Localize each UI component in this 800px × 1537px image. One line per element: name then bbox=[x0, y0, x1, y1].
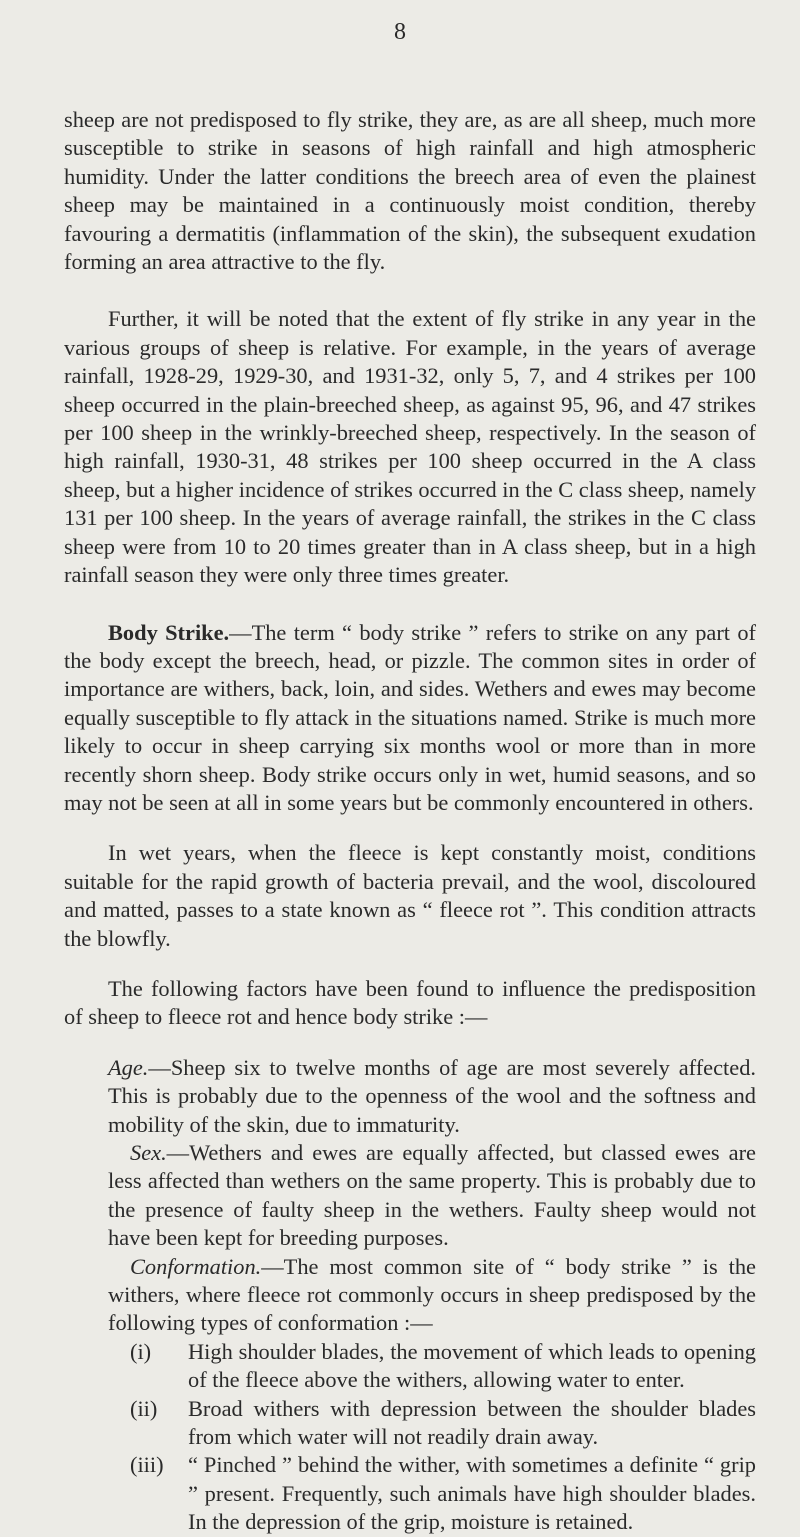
list-item-number: (iii) bbox=[130, 1452, 164, 1478]
paragraph-continuation: sheep are not predisposed to fly strike, they are, as are all sheep, much more susceptible to strike in seasons of high rainfall and high atmospheric humidity. Under the latter conditions the breech area of even the plainest sheep may be maintained in a continuously moist condition, thereby favouring a dermatitis (inflammation of the skin), the subsequent exudation forming an area attractive to the fly. bbox=[64, 107, 756, 275]
page-number: 8 bbox=[394, 19, 406, 45]
factor-text: —The most common site of “ body strike ” is the withers, where fleece rot commonly occurs in sheep predisposed by the following types of conformation :— bbox=[108, 1253, 756, 1336]
section-heading-body-strike: Body Strike. bbox=[108, 619, 230, 645]
factor-text: —Sheep six to twelve months of age are most severely affected. This is probably due to the openness of the wool and the softness and mobility of the skin, due to immaturity. bbox=[108, 1054, 756, 1137]
factor-term: Conformation. bbox=[130, 1253, 262, 1279]
list-item-text: High shoulder blades, the movement of which leads to opening of the fleece above the withers, allowing water to enter. bbox=[188, 1338, 756, 1393]
list-item-text: “ Pinched ” behind the wither, with sometimes a definite “ grip ” present. Frequently, such animals have high shoulder blades. In the depression of the grip, moisture is retained. bbox=[188, 1452, 756, 1535]
paragraph-relative-extent: Further, it will be noted that the extent of fly strike in any year in the various groups of sheep is relative. For example, in the years of average rainfall, 1928-29, 1929-30, and 1931-32, only 5, 7, and 4 strikes per 100 sheep occurred in the plain-breeched sheep, as against 95, 96, and 47 strikes per 100 sheep in the wrinkly-breeched sheep, respectively. In the season of high rainfall, 1930-31, 48 strikes per 100 sheep occurred in the A class sheep, but a higher incidence of strikes occurred in the C class sheep, namely 131 per 100 sheep. In the years of average rainfall, the strikes in the C class sheep were from 10 to 20 times greater than in A class sheep, but in a high rainfall season they were only three times greater. bbox=[64, 306, 757, 588]
page-content bbox=[64, 106, 756, 1537]
factor-conformation bbox=[108, 1253, 756, 1338]
paragraph-fleece-rot: In wet years, when the fleece is kept constantly moist, conditions suitable for the rapid growth of bacteria prevail, and the wool, discoloured and matted, passes to a state known as “ fleece rot ”. This condition attracts the blowfly. bbox=[64, 840, 756, 951]
factor-sex bbox=[108, 1139, 756, 1253]
factor-age bbox=[108, 1054, 756, 1139]
factor-text: —Wethers and ewes are equally affected, but classed ewes are less affected than wethers on the same property. This is probably due to the presence of faulty sheep in the wethers. Faulty sheep would not have been kept for breeding purposes. bbox=[108, 1140, 756, 1251]
list-item bbox=[130, 1395, 756, 1452]
paragraph-factors-intro: The following factors have been found to influence the predisposition of sheep to fleece rot and hence body strike :— bbox=[64, 975, 756, 1030]
body-strike-text: —The term “ body strike ” refers to strike on any part of the body except the breech, head, or pizzle. The common sites in order of importance are withers, back, loin, and sides. Wethers and ewes may become equally susceptible to fly attack in the situations named. Strike is much more likely to occur in sheep carrying six months wool or more than in more recently shorn sheep. Body strike occurs only in wet, humid seasons, and so may not be seen at all in some years but be commonly encountered in others. bbox=[64, 619, 757, 815]
list-item-number: (i) bbox=[130, 1338, 152, 1364]
paragraph-body-strike bbox=[64, 619, 756, 818]
list-item bbox=[130, 1338, 756, 1395]
list-item bbox=[130, 1451, 756, 1536]
factor-term: Age. bbox=[108, 1054, 149, 1080]
factors-section bbox=[64, 1054, 756, 1338]
list-item-text: Broad withers with depression between the shoulder blades from which water will not readily drain away. bbox=[188, 1395, 756, 1450]
list-item-number: (ii) bbox=[130, 1395, 158, 1421]
factor-term: Sex. bbox=[130, 1140, 167, 1165]
conformation-list bbox=[64, 1338, 756, 1537]
